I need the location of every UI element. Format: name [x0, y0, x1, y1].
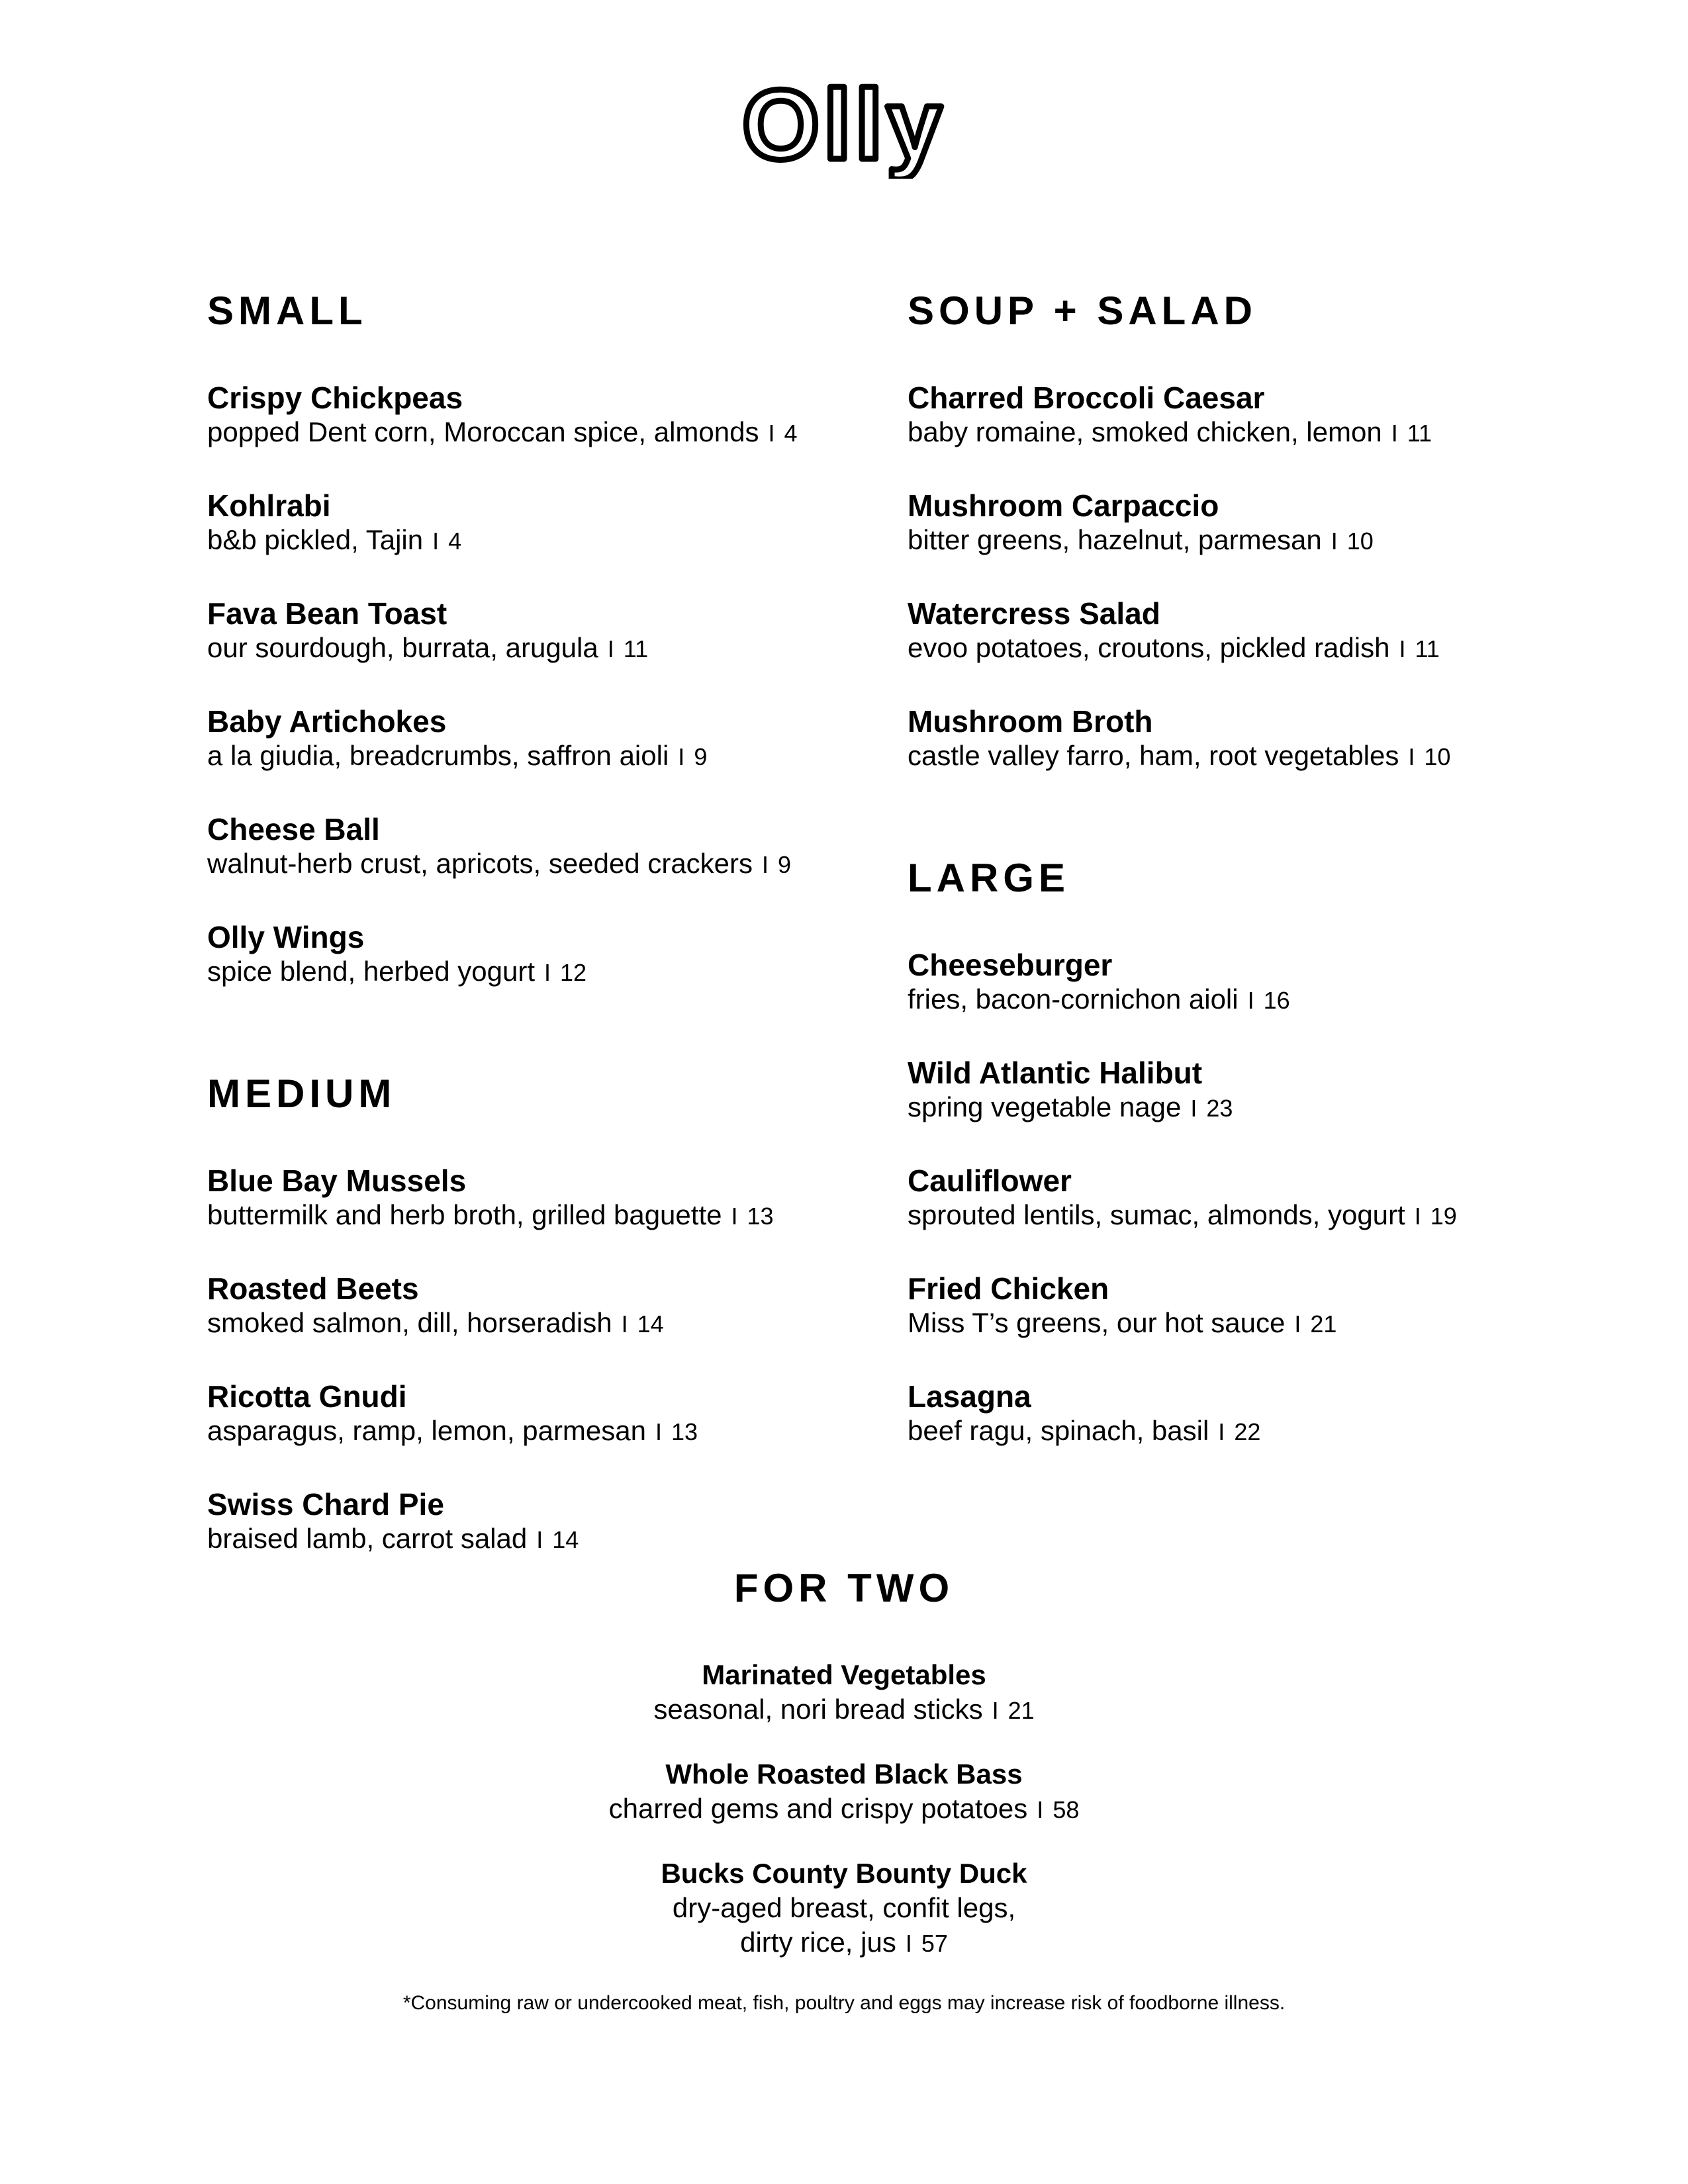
section-for-two-items	[0, 1658, 1688, 1961]
item-name: Bucks County Bounty Duck	[661, 1858, 1027, 1889]
item-name: Mushroom Broth	[908, 704, 1153, 739]
item-price: 21	[1008, 1697, 1035, 1724]
item-description	[0, 1925, 1688, 1961]
item-desc-text: evoo potatoes, croutons, pickled radish	[908, 632, 1390, 663]
price-separator: I	[1391, 420, 1398, 447]
item-desc-text: a la giudia, breadcrumbs, saffron aioli	[207, 740, 669, 771]
menu-item	[0, 1658, 1688, 1728]
price-separator: I	[536, 1526, 543, 1553]
item-desc-text: smoked salmon, dill, horseradish	[207, 1307, 612, 1338]
item-price: 13	[747, 1203, 774, 1230]
item-price: 13	[671, 1418, 698, 1445]
right-column	[908, 291, 1636, 1487]
price-separator: I	[544, 959, 551, 986]
price-separator: I	[1247, 987, 1254, 1014]
section-spacer	[908, 812, 1636, 858]
item-description	[908, 1198, 1636, 1234]
price-separator: I	[1037, 1796, 1044, 1823]
item-price: 9	[694, 743, 708, 770]
menu-item	[908, 1163, 1636, 1234]
item-name: Marinated Vegetables	[702, 1659, 986, 1690]
menu-item	[908, 704, 1636, 774]
item-description	[207, 954, 935, 990]
item-description	[207, 1306, 935, 1342]
section-title-small: SMALL	[207, 289, 367, 333]
item-name: Fried Chicken	[908, 1271, 1109, 1306]
price-separator: I	[1294, 1310, 1301, 1338]
item-price: 11	[1407, 420, 1432, 447]
menu-item	[0, 1757, 1688, 1827]
item-description	[908, 523, 1636, 559]
item-price: 57	[921, 1930, 948, 1957]
price-separator: I	[607, 635, 614, 662]
item-desc-text: walnut-herb crust, apricots, seeded crackers	[207, 848, 753, 879]
menu-item	[207, 1487, 935, 1557]
item-price: 10	[1346, 527, 1374, 555]
item-description	[207, 846, 935, 882]
item-price: 14	[552, 1526, 579, 1553]
item-desc-text: bitter greens, hazelnut, parmesan	[908, 524, 1322, 555]
item-name: Cheese Ball	[207, 812, 380, 846]
item-name: Cheeseburger	[908, 948, 1113, 982]
price-separator: I	[1190, 1095, 1197, 1122]
section-for-two	[0, 1566, 1688, 1990]
item-price: 4	[448, 527, 462, 555]
item-description	[207, 1198, 935, 1234]
menu-item	[908, 1056, 1636, 1126]
item-price: 23	[1206, 1095, 1233, 1122]
item-description	[207, 523, 935, 559]
menu-item	[207, 381, 935, 451]
item-name: Baby Artichokes	[207, 704, 447, 739]
menu-item	[908, 948, 1636, 1018]
section-title-for-two: FOR TWO	[733, 1566, 955, 1610]
brand-logo-mark	[725, 79, 963, 179]
item-price: 22	[1234, 1418, 1261, 1445]
section-soup-salad-items	[908, 381, 1636, 774]
price-separator: I	[678, 743, 685, 770]
menu-item	[207, 1163, 935, 1234]
item-name: Olly Wings	[207, 920, 365, 954]
item-description-line1: dry-aged breast, confit legs,	[672, 1892, 1016, 1923]
food-safety-disclaimer: *Consuming raw or undercooked meat, fish, poultry and eggs may increase risk of foodborne illness.	[402, 1992, 1286, 2014]
item-desc-text: spring vegetable nage	[908, 1091, 1182, 1122]
brand-name: Olly	[742, 79, 946, 179]
item-desc-text: our sourdough, burrata, arugula	[207, 632, 598, 663]
section-medium-items	[207, 1163, 935, 1557]
item-description	[0, 1692, 1688, 1728]
item-price: 9	[778, 851, 792, 878]
item-price: 11	[1415, 635, 1440, 662]
brand-logo	[0, 79, 1688, 179]
section-small-items	[207, 381, 935, 990]
item-desc-text: asparagus, ramp, lemon, parmesan	[207, 1415, 646, 1446]
price-separator: I	[432, 527, 440, 555]
price-separator: I	[731, 1203, 738, 1230]
item-name: Roasted Beets	[207, 1271, 419, 1306]
item-description	[908, 739, 1636, 774]
item-name: Lasagna	[908, 1379, 1031, 1414]
item-name: Mushroom Carpaccio	[908, 488, 1219, 523]
item-name: Watercress Salad	[908, 596, 1160, 631]
price-separator: I	[1399, 635, 1406, 662]
item-price: 10	[1424, 743, 1451, 770]
item-desc-text: braised lamb, carrot salad	[207, 1523, 528, 1554]
menu-item	[908, 1379, 1636, 1449]
item-description	[908, 1090, 1636, 1126]
item-desc-text: spice blend, herbed yogurt	[207, 956, 535, 987]
menu-item	[207, 812, 935, 882]
price-separator: I	[762, 851, 769, 878]
menu-item	[207, 596, 935, 666]
menu-item	[0, 1856, 1688, 1961]
item-name: Whole Roasted Black Bass	[665, 1758, 1023, 1790]
item-description	[207, 631, 935, 666]
menu-item	[207, 488, 935, 559]
item-description	[207, 1522, 935, 1557]
item-name: Swiss Chard Pie	[207, 1487, 444, 1522]
item-desc-text: beef ragu, spinach, basil	[908, 1415, 1209, 1446]
price-separator: I	[621, 1310, 628, 1338]
item-description	[0, 1792, 1688, 1827]
item-price: 16	[1263, 987, 1290, 1014]
item-desc-text: b&b pickled, Tajin	[207, 524, 424, 555]
menu-item	[207, 920, 935, 990]
item-price: 21	[1310, 1310, 1337, 1338]
menu-item	[207, 1379, 935, 1449]
price-separator: I	[905, 1930, 912, 1957]
item-description	[908, 1414, 1636, 1449]
price-separator: I	[768, 420, 775, 447]
price-separator: I	[992, 1697, 999, 1724]
menu-item	[207, 1271, 935, 1342]
item-description	[207, 415, 935, 451]
item-desc-text: baby romaine, smoked chicken, lemon	[908, 416, 1382, 447]
menu-item	[207, 704, 935, 774]
item-desc-text: popped Dent corn, Moroccan spice, almonds	[207, 416, 759, 447]
menu-item	[908, 381, 1636, 451]
item-price: 12	[560, 959, 587, 986]
item-name: Cauliflower	[908, 1163, 1072, 1198]
item-desc-text: buttermilk and herb broth, grilled baguette	[207, 1199, 722, 1230]
item-price: 19	[1430, 1203, 1457, 1230]
section-large-items	[908, 948, 1636, 1449]
item-description	[207, 739, 935, 774]
section-title-medium: MEDIUM	[207, 1071, 397, 1116]
section-title-soup-salad: SOUP + SALAD	[908, 289, 1257, 333]
section-title-large: LARGE	[908, 856, 1070, 900]
item-price: 58	[1053, 1796, 1080, 1823]
item-name: Kohlrabi	[207, 488, 331, 523]
item-name: Blue Bay Mussels	[207, 1163, 467, 1198]
item-desc-text: sprouted lentils, sumac, almonds, yogurt	[908, 1199, 1405, 1230]
item-price: 4	[784, 420, 798, 447]
section-spacer	[207, 1028, 935, 1074]
item-name: Fava Bean Toast	[207, 596, 447, 631]
price-separator: I	[1408, 743, 1415, 770]
item-description	[908, 1306, 1636, 1342]
price-separator: I	[655, 1418, 663, 1445]
item-desc-text: fries, bacon-cornichon aioli	[908, 983, 1239, 1015]
menu-item	[908, 1271, 1636, 1342]
item-name: Wild Atlantic Halibut	[908, 1056, 1203, 1090]
left-column	[207, 291, 935, 1595]
item-description	[908, 631, 1636, 666]
item-desc-text: Miss T’s greens, our hot sauce	[908, 1307, 1286, 1338]
price-separator: I	[1218, 1418, 1225, 1445]
item-desc-text: castle valley farro, ham, root vegetables	[908, 740, 1399, 771]
item-desc-text: dirty rice, jus	[740, 1927, 896, 1958]
item-desc-text: seasonal, nori bread sticks	[653, 1694, 983, 1725]
menu-item	[908, 488, 1636, 559]
item-description	[207, 1414, 935, 1449]
item-price: 14	[637, 1310, 664, 1338]
item-price: 11	[623, 635, 649, 662]
item-name: Charred Broccoli Caesar	[908, 381, 1265, 415]
item-name: Crispy Chickpeas	[207, 381, 463, 415]
item-desc-text: charred gems and crispy potatoes	[608, 1793, 1028, 1824]
price-separator: I	[1331, 527, 1338, 555]
item-description	[908, 415, 1636, 451]
price-separator: I	[1414, 1203, 1421, 1230]
item-description	[908, 982, 1636, 1018]
item-name: Ricotta Gnudi	[207, 1379, 407, 1414]
menu-item	[908, 596, 1636, 666]
